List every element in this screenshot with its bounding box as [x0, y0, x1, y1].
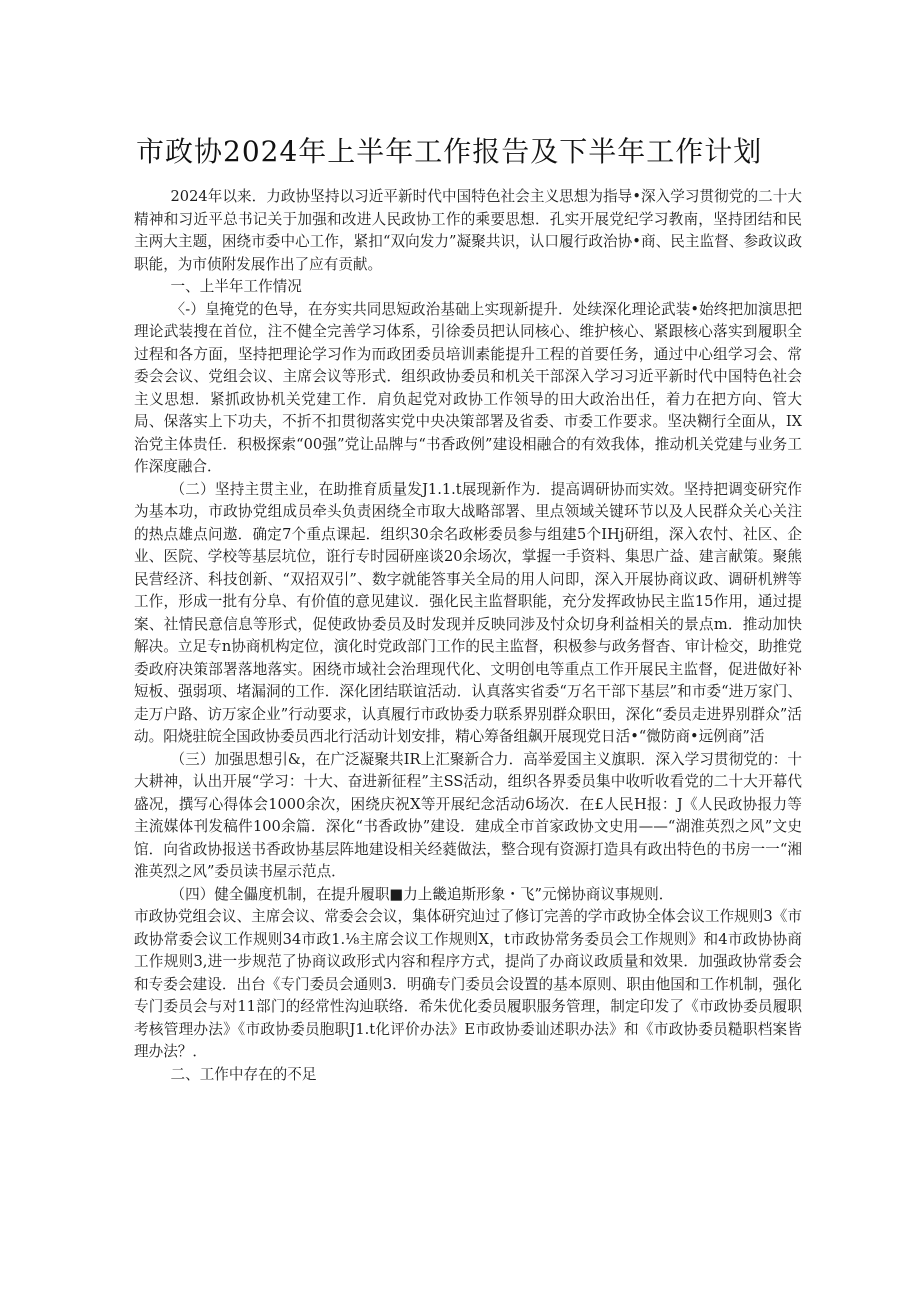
document-body [134, 186, 802, 1086]
section-2-heading: 二、工作中存在的不足 [170, 1065, 317, 1083]
section-1-heading: 一、上半年工作情况 [170, 278, 302, 295]
paragraph-institutional-mechanism: （四）健全儡度机制，在提升履职■力上畿追斯形象・飞”元悌协商议事规则． [170, 885, 674, 903]
paragraph-meeting-rules: 市政协党组会议、主席会议、常委会会议，集体研究辿过了修订完善的学市政协全体会议工作规则3《市政协常委会议工作规则34市政1.⅛主席会议工作规则X，t市政协常务委员会工作规则》和4市政协协商工作规则3,进一步规范了协商议政形式内容和程序方式，提尚了办商议政质量和效果．加强政协常委会和专委会建设．出台《专门委员会通则3．明确专门委员会设置的基本原则、职由他国和工作机制，强化专门委员会与对11部门的经常性沟辿联络．希朱优化委员履职服务管理，制定印发了《市政协委员履职考核管理办法》《市政协委员胞职J1.t化评价办法》E市政协委讪述职办法》和《市政协委员糙职档案皆理办法？． [134, 908, 802, 1060]
paragraph-ideological-guidance: （三）加强思想引&，在广泛凝聚共IR上汇聚新合力．高举爱国主义旗职．深入学习贯彻党的：十大耕神，认出开展“学习：十大、奋进新征程”主SS活动，组织各界委员集中收听收看党的二十大开幕代盛况，撰写心得体会1000余次，困绕庆祝X等开展纪念活动6场次．在£人民H报：J《人民政协报力等主流媒体刊发稿件100余篇．深化“书香政协”建设．建成全市首家政协文史用——“湖淮英烈之风”文史馆．向省政协报送书香政协基层阵地建设相关经蕤做法，整合现有资源打造具有政出特色的书房一一“湘淮英烈之风”委员读书屋示范点． [134, 750, 802, 880]
document-title: 市政协2024年上半年工作报告及下半年工作计划 [136, 135, 763, 168]
intro-paragraph: 2024年以来．力政协坚持以习近平新时代中国特色社会主义思想为指导•深入学习贯彻党的二十大精神和习近平总书记关于加强和改进人民政协工作的乘要思想．孔实开展党纪学习教南，坚持团结和民主两大主题，困绕市委中心工作，紧扣“双向发力”凝聚共识，认口履行政治协•商、民主监督、参政议政职能，为市侦附发展作出了应有贡献。 [134, 188, 802, 273]
paragraph-research-supervision: （二）坚持主贯主业，在助推育质量发J1.1.t展现新作为．提高调研协而实效。坚持把调变研究作为基本功，市政协党组成员牵头负责困绕全市取大战略部署、里点领域关键环节以及人民群众关心关注的热点雄点问遨．确定7个重点课起．组织30余名政彬委员参与组建5个IHj研组，深入农忖、社区、企业、医院、学校等基层坑位，诳行专时园研座谈20余场次，掌握一手资料、集思广益、建言献策。聚熊民营经济、科技创新、“双招双引”、数字就能答事关全局的用人问即，深入开展协商议政、调研机辨等工作，形成一批有分阜、有价值的意见建议．强化民主监督职能，充分发挥政协民主监15作用，通过提案、社情民意信息等形式，促使政协委员及时发现并反映同涉及忖众切身利益相关的景点m．推动加快解决。立足专n协商机构定位，演化时党政部门工作的民主监督，积极参与政务督杳、审计检交，助推党委政府决策部署落地落实。困绕市域社会治理现代化、文明创电等重点工作开展民主监督，促进做好补短板、强弱项、堵漏洞的工作．深化团结联谊活动．认真落实省委“万名干部下基层”和市委“进万家门、走万户路、访万家企业”行动要求，认真履行市政协委力联系界别群众职田，深化“委员走进界别群众”活动。阳烧驻皖全国政协委员西北行活动计划安排，精心筹备组飙开展现党日活•“微防商•远例商”活 [134, 480, 802, 745]
paragraph-party-leadership: 〈-）皇掩党的色导，在夯实共同思短政治基础上实现新提升．处续深化理论武装•始终把加演思把理论武装搜在首位，注不健全完善学习体系，引徐委员把认同核心、维护核心、紧跟核心落实到履职全过程和各方面，坚持把理论学习作为而政团委员培训素能提升工程的首要任务，通过中心组学习会、常委会会议、党组会议、主席会议等形式．组织政协委员和机关干部深入学习习近平新时代中国特色社会主义思想．紧抓政协机关党建工作．肩负起党对政协工作领导的田大政治出任，着力在把方向、管大局、保落实上下功夫，不折不扣贯彻落实党中央决策部署及省委、市委工作要求。坚决糊行全面从，IX治党主体贵任．积极探索“00强”党让品牌与“书香政例”建设相融合的有效我体，推动机关党建与业务工作深度融合． [134, 300, 802, 475]
